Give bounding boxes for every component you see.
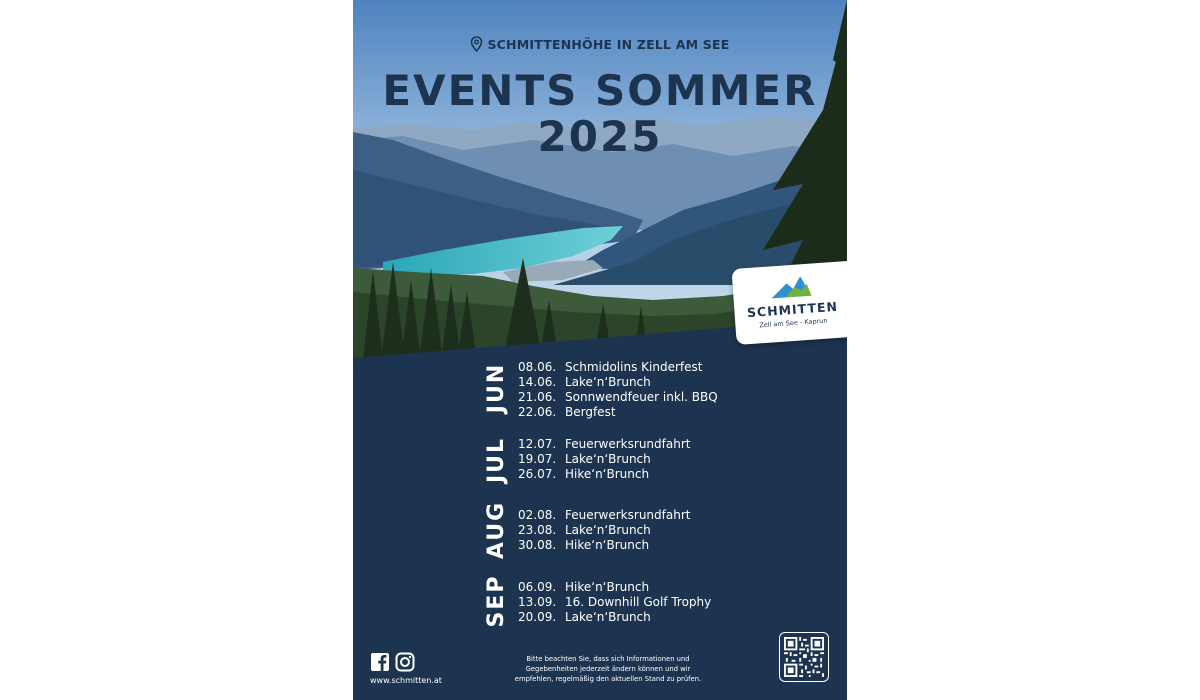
month-label-sep: SEP: [484, 574, 509, 628]
disclaimer-note: [508, 655, 708, 684]
schmitten-logo: [731, 261, 847, 345]
event-row: [518, 452, 690, 467]
event-name: Lake‘n‘Brunch: [565, 523, 651, 537]
event-list-jul: [518, 437, 690, 482]
event-row: [518, 595, 711, 610]
event-date: 22.06.: [518, 405, 557, 419]
mountain-logo-icon: [770, 274, 812, 301]
event-row: [518, 508, 690, 523]
location-line: [353, 36, 847, 52]
note-line-1: Bitte beachten Sie, dass sich Informationen und: [526, 655, 690, 663]
event-row: [518, 610, 711, 625]
event-list-jun: [518, 360, 718, 420]
event-row: [518, 467, 690, 482]
event-row: [518, 360, 718, 375]
event-date: 20.09.: [518, 610, 557, 624]
event-date: 12.07.: [518, 437, 557, 451]
event-name: Feuerwerksrundfahrt: [565, 437, 691, 451]
note-line-2: Gegebenheiten jederzeit ändern können und wir: [525, 664, 691, 673]
event-row: [518, 538, 690, 553]
event-name: Lake‘n‘Brunch: [565, 452, 651, 466]
website-link[interactable]: www.schmitten.at: [370, 676, 442, 685]
event-row: [518, 405, 718, 420]
event-date: 06.09.: [518, 580, 557, 594]
social-links: [370, 652, 415, 672]
poster-title: [353, 68, 847, 160]
title-year: 2025: [537, 112, 663, 161]
logo-brand: SCHMITTEN: [746, 298, 839, 321]
location-text: SCHMITTENHÖHE IN ZELL AM SEE: [487, 36, 730, 52]
event-poster: [353, 0, 847, 700]
event-name: Hike‘n‘Brunch: [565, 538, 650, 552]
event-name: Hike‘n‘Brunch: [565, 467, 650, 481]
event-date: 14.06.: [518, 375, 557, 389]
event-date: 19.07.: [518, 452, 557, 466]
event-name: Bergfest: [565, 405, 616, 419]
event-date: 08.06.: [518, 360, 557, 374]
event-name: 16. Downhill Golf Trophy: [565, 595, 712, 609]
location-pin-icon: [470, 36, 483, 52]
month-label-jul: JUL: [484, 436, 509, 484]
event-date: 02.08.: [518, 508, 557, 522]
qr-code-icon: [784, 637, 824, 677]
facebook-icon[interactable]: [370, 652, 390, 672]
event-name: Hike‘n‘Brunch: [565, 580, 650, 594]
event-row: [518, 580, 711, 595]
logo-subline: Zell am See - Kaprun: [759, 316, 828, 330]
event-list-sep: [518, 580, 711, 625]
qr-code[interactable]: [779, 632, 829, 682]
event-date: 21.06.: [518, 390, 557, 404]
event-date: 26.07.: [518, 467, 557, 481]
event-row: [518, 390, 718, 405]
event-name: Sonnwendfeuer inkl. BBQ: [565, 390, 718, 404]
event-name: Feuerwerksrundfahrt: [565, 508, 691, 522]
event-row: [518, 375, 718, 390]
event-name: Lake‘n‘Brunch: [565, 375, 651, 389]
event-date: 13.09.: [518, 595, 557, 609]
month-label-aug: AUG: [484, 500, 509, 560]
note-line-3: empfehlen, regelmäßig den aktuellen Stand zu prüfen.: [514, 674, 702, 683]
event-date: 30.08.: [518, 538, 557, 552]
event-row: [518, 437, 690, 452]
event-list-aug: [518, 508, 690, 553]
event-name: Lake‘n‘Brunch: [565, 610, 651, 624]
month-label-jun: JUN: [484, 362, 509, 414]
instagram-icon[interactable]: [395, 652, 415, 672]
title-line-1: EVENTS SOMMER: [382, 66, 818, 115]
event-name: Schmidolins Kinderfest: [565, 360, 703, 374]
event-row: [518, 523, 690, 538]
event-date: 23.08.: [518, 523, 557, 537]
